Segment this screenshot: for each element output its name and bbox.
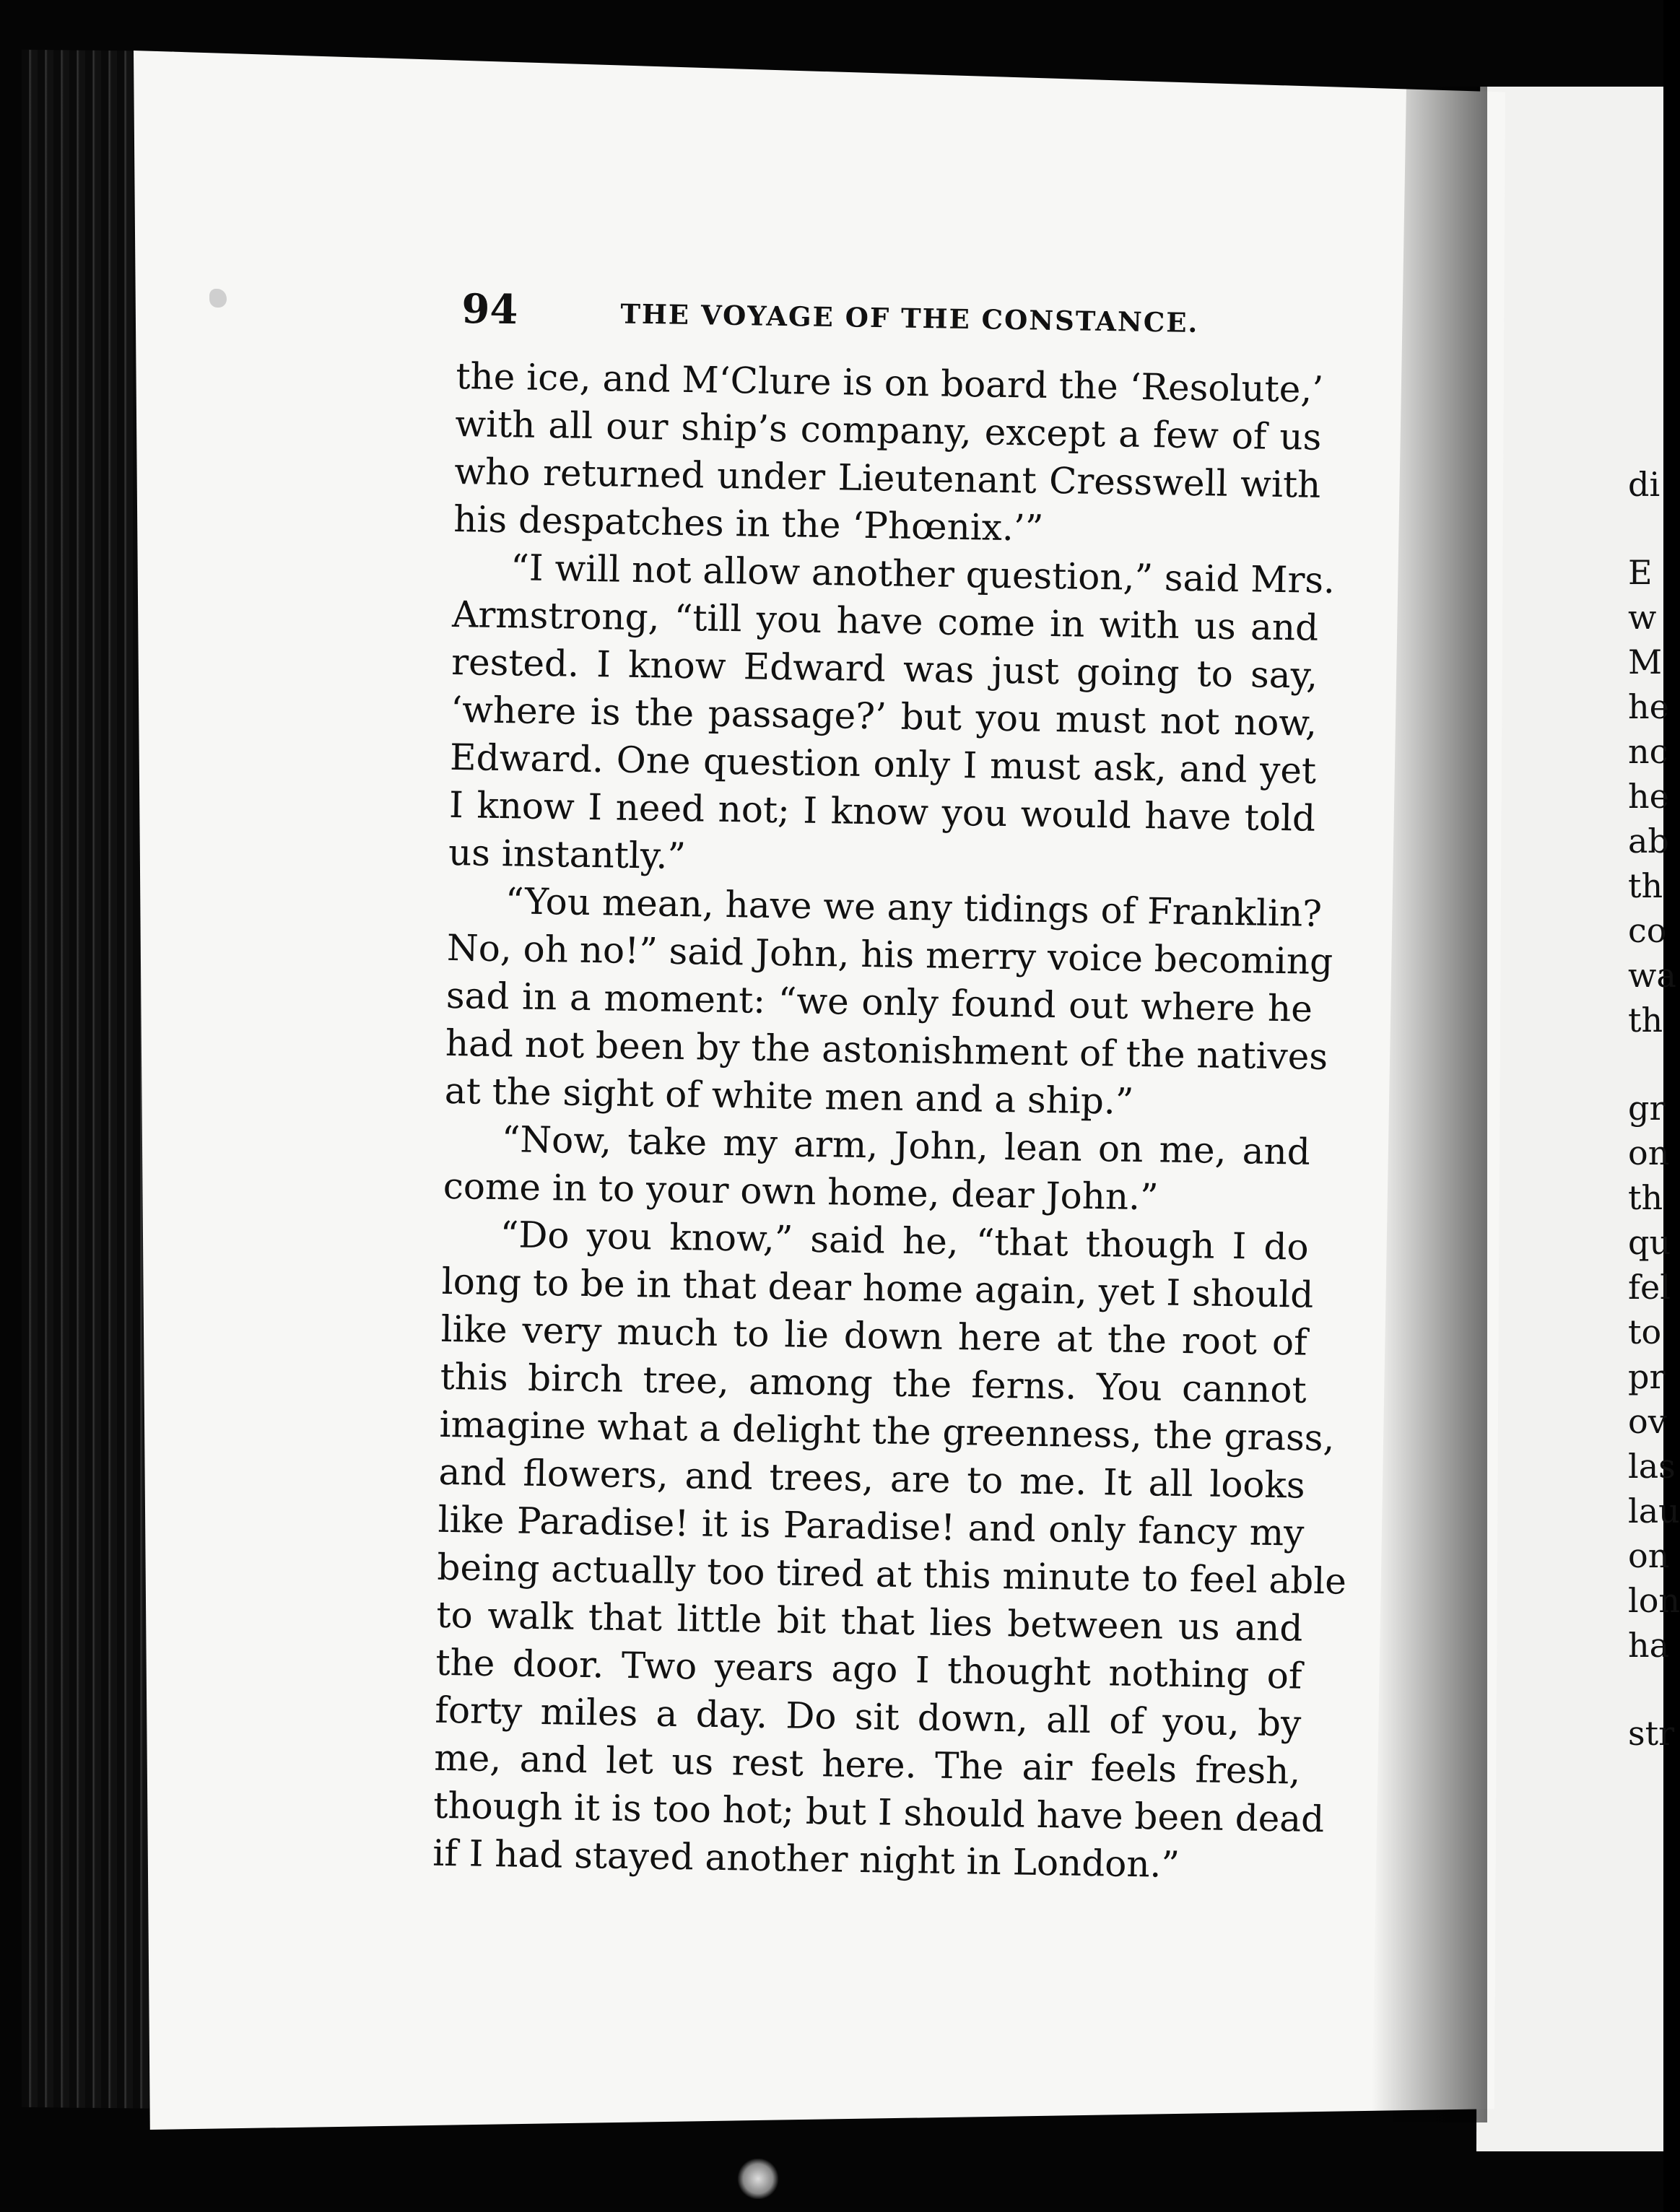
text-line: had not been by the astonishment of the natives <box>445 1022 1328 1079</box>
text-line: Edward. One question only I must ask, and yet <box>449 736 1317 792</box>
text-line: me, and let us rest here. The air feels fresh, <box>433 1736 1301 1793</box>
facing-page-fragment: di <box>1628 465 1661 504</box>
facing-page-fragment: gr <box>1628 1089 1666 1128</box>
text-line: though it is too hot; but I should have been dead <box>432 1784 1325 1841</box>
text-line: Armstrong, “till you have come in with us and <box>451 593 1319 649</box>
facing-page-fragment: lau <box>1628 1492 1680 1530</box>
text-line: “Do you know,” said he, “that though I do <box>500 1214 1310 1268</box>
facing-page-fragment: on <box>1628 1133 1670 1172</box>
facing-page-fragment: ab <box>1628 822 1669 861</box>
text-line: rested. I know Edward was just going to say, <box>451 640 1318 697</box>
facing-page-fragment: lon <box>1628 1581 1680 1620</box>
facing-page-fragment: pr <box>1628 1357 1666 1396</box>
facing-page-fragment: wa <box>1628 956 1676 995</box>
text-line: long to be in that dear home again, yet I should <box>441 1260 1314 1316</box>
facing-page-fragment: th <box>1628 1178 1663 1217</box>
text-line: like very much to lie down here at the root of <box>440 1307 1308 1364</box>
facing-page-fragment: th <box>1628 866 1663 905</box>
text-line: his despatches in the ‘Phœnix.’” <box>453 497 1044 549</box>
facing-page-fragment: qu <box>1628 1223 1671 1262</box>
text-line: “Now, take my arm, John, lean on me, and <box>501 1118 1311 1173</box>
facing-page-fragment: fel <box>1628 1268 1671 1307</box>
text-line: if I had stayed another night in London.” <box>432 1832 1180 1886</box>
text-line: No, oh no!” said John, his merry voice becoming <box>446 926 1333 983</box>
facing-page-fragment: co <box>1628 911 1667 950</box>
facing-page-fragment: to <box>1628 1312 1662 1351</box>
text-line: this birch tree, among the ferns. You cannot <box>440 1355 1307 1411</box>
text-line: the door. Two years ago I thought nothing of <box>435 1641 1302 1697</box>
facing-page-fragment: th <box>1628 1001 1663 1040</box>
scan-speck <box>209 289 227 308</box>
page-header <box>461 285 1198 354</box>
scan-artifact <box>736 2159 780 2199</box>
text-line: “You mean, have we any tidings of Franklin? <box>505 880 1323 935</box>
running-title: THE VOYAGE OF THE CONSTANCE. <box>620 297 1199 339</box>
facing-page-fragment: E <box>1628 553 1653 592</box>
facing-page-fragment: str <box>1628 1714 1675 1753</box>
facing-page-fragment: w <box>1628 598 1657 637</box>
text-line: ‘where is the passage?’ but you must not now, <box>450 688 1318 744</box>
text-line: I know I need not; I know you would have told <box>448 783 1316 840</box>
facing-page-fragment: M <box>1628 643 1663 682</box>
text-line: like Paradise! it is Paradise! and only fancy my <box>438 1498 1305 1554</box>
text-line: us instantly.” <box>448 831 687 878</box>
facing-page-fragment: he <box>1628 777 1669 816</box>
text-line: who returned under Lieutenant Cresswell with <box>453 450 1321 506</box>
facing-page-fragment: on <box>1628 1536 1670 1575</box>
text-line: sad in a moment: “we only found out where he <box>445 974 1313 1030</box>
text-line: imagine what a delight the greenness, the grass, <box>439 1403 1335 1460</box>
text-line: being actually too tired at this minute to feel able <box>437 1546 1347 1603</box>
text-line: “I will not allow another question,” said Mrs. <box>510 547 1336 602</box>
facing-page-fragment: nc <box>1628 732 1668 771</box>
page-body-text <box>432 352 1347 1891</box>
text-line: and flowers, and trees, are to me. It all looks <box>438 1450 1305 1507</box>
text-line: at the sight of white men and a ship.” <box>444 1069 1134 1123</box>
facing-page-text-fragments <box>1628 462 1680 1756</box>
text-line: come in to your own home, dear John.” <box>443 1164 1159 1219</box>
facing-page-fragment: las <box>1628 1447 1676 1486</box>
page-number: 94 <box>461 285 518 334</box>
text-line: with all our ship’s company, except a few of us <box>454 402 1322 458</box>
facing-page-fragment: ov <box>1628 1402 1667 1441</box>
facing-page-fragment: ha <box>1628 1626 1670 1665</box>
text-line: the ice, and M‘Clure is on board the ‘Resolute,’ <box>456 354 1324 411</box>
facing-page-fragment: he <box>1628 687 1669 726</box>
text-line: to walk that little bit that lies between us and <box>436 1593 1303 1650</box>
text-line: forty miles a day. Do sit down, all of you, by <box>434 1689 1302 1745</box>
